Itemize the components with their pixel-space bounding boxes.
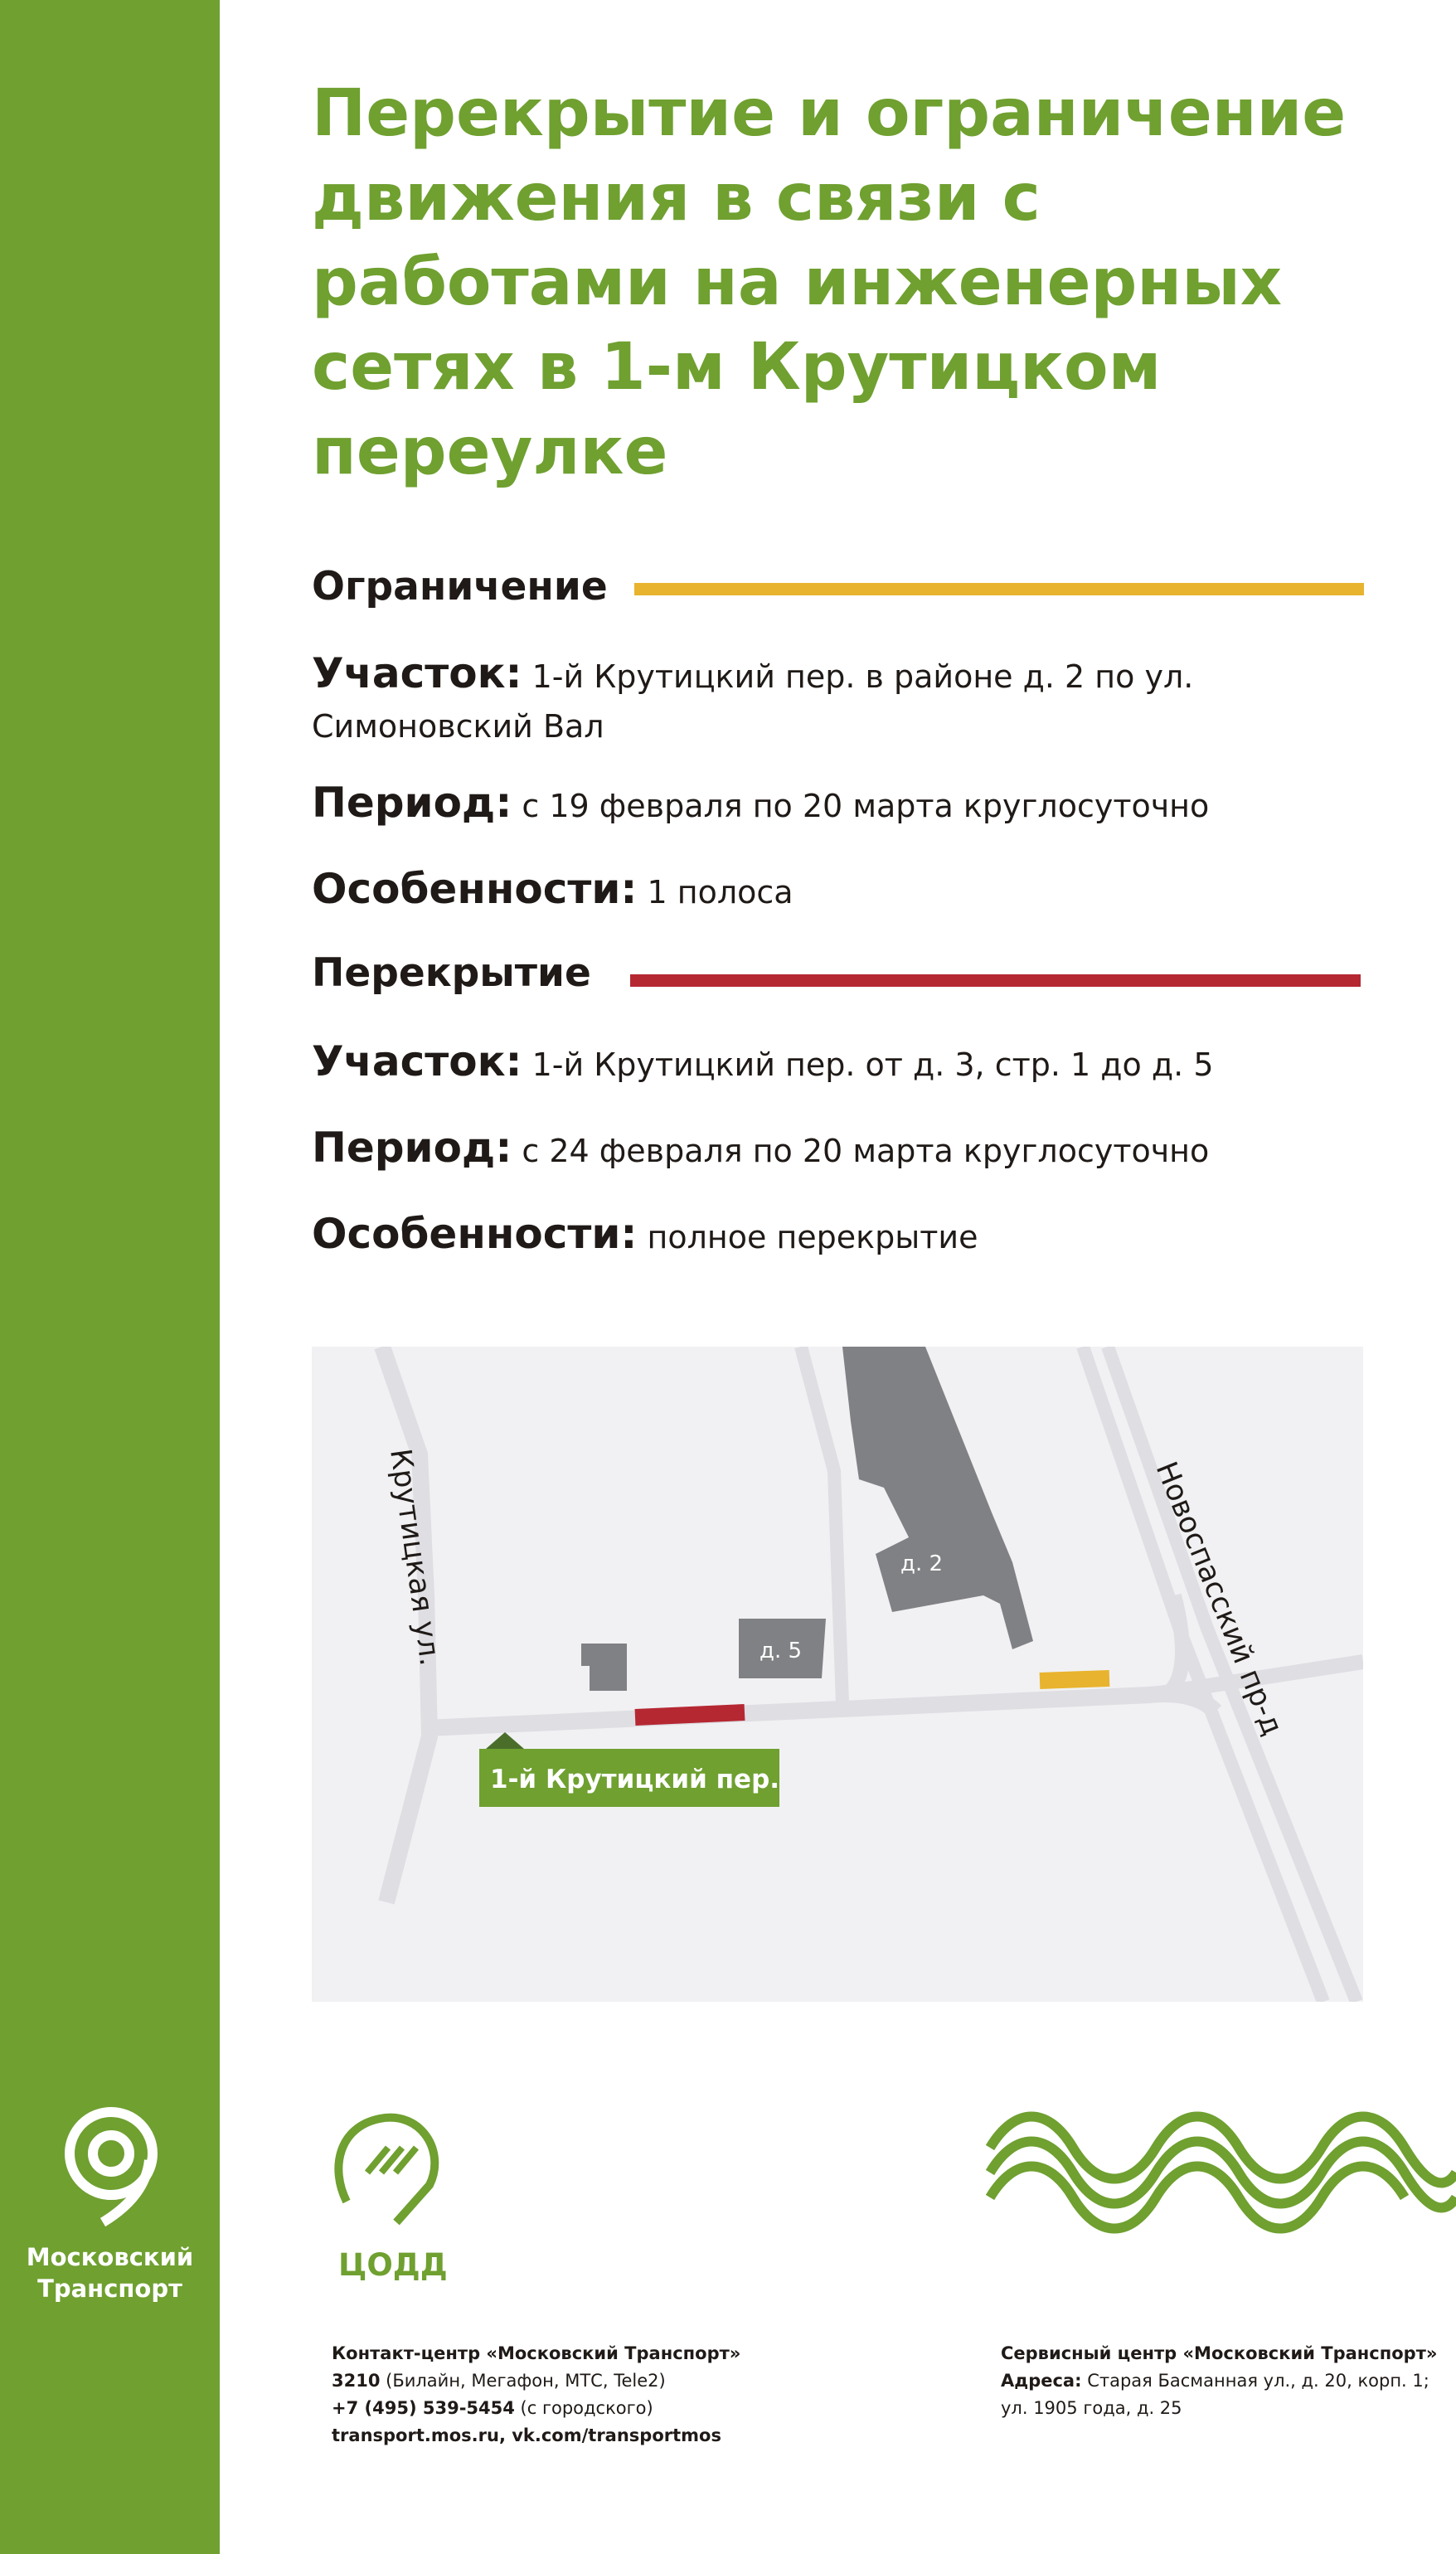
street-label-novospassky: Новоспасский пр-д [1148,1457,1289,1741]
closure-section-value: 1-й Крутицкий пер. от д. 3, стр. 1 до д. 5 [531,1046,1214,1083]
closure-features [312,1209,1357,1262]
closure-features-label: Особенности: [312,1210,638,1258]
restriction-features-value: 1 полоса [647,874,794,910]
closure-section-label: Участок: [312,1037,522,1085]
codd-logo-icon [330,2102,454,2226]
building-small [581,1644,627,1691]
restriction-period [312,778,1357,831]
codd-logo-text: ЦОДД [338,2247,448,2283]
restriction-segment [1040,1678,1109,1681]
contact-long-phone-row [332,2395,740,2422]
map [312,1347,1363,2002]
closure-section [312,1037,1357,1090]
restriction-features-label: Особенности: [312,865,638,913]
closure-heading: Перекрытие [312,950,591,996]
building-d2-label: д. 2 [900,1551,944,1576]
restriction-heading: Ограничение [312,564,608,609]
street-label-krutitskaya: Крутицкая ул. [383,1446,447,1668]
long-phone-note: (с городского) [520,2398,653,2418]
closure-period-label: Период: [312,1124,512,1172]
short-phone-note: (Билайн, Мегафон, МТС, Tele2) [386,2371,666,2391]
contact-title: Контакт-центр «Московский Транспорт» [332,2343,741,2363]
moscow-transport-logo-text [0,2241,220,2304]
contact-short-phone-row [332,2367,740,2395]
closure-segment [635,1712,745,1717]
service-address-row [1001,2367,1437,2395]
logo-text-line2: Транспорт [37,2275,182,2303]
restriction-section-label: Участок: [312,649,522,697]
address-line2: ул. 1905 года, д. 25 [1001,2398,1182,2418]
closure-line [630,974,1361,987]
lane-label-pointer [486,1732,524,1749]
restriction-line [634,583,1364,595]
buildings [581,1347,1033,1691]
restriction-section-value: 1-й Крутицкий пер. в районе д. 2 по ул. Симоновский Вал [312,658,1194,745]
logo-text-line1: Московский [26,2243,194,2271]
service-center-block [1001,2340,1437,2422]
lane-label: 1-й Крутицкий пер. [490,1765,780,1794]
closure-period [312,1123,1357,1176]
restriction-period-label: Период: [312,779,512,827]
long-phone: +7 (495) 539-5454 [332,2398,515,2418]
moscow-transport-logo-icon [51,2102,176,2226]
page-title: Перекрытие и ограничение движения в связи с работами на инженерных сетях в 1-м Крутицком переулке [312,76,1347,489]
road-1-krutitsky [426,1694,1216,1728]
building-d5-label: д. 5 [760,1639,803,1663]
address-line1: Старая Басманная ул., д. 20, корп. 1; [1087,2371,1429,2391]
closure-period-value: с 24 февраля по 20 марта круглосуточно [522,1133,1210,1169]
restriction-section [312,648,1357,751]
wave-ornament-icon [982,2098,1456,2239]
building-d2 [842,1347,1033,1649]
restriction-period-value: с 19 февраля по 20 марта круглосуточно [522,788,1210,824]
service-title: Сервисный центр «Московский Транспорт» [1001,2343,1438,2363]
short-phone: 3210 [332,2371,381,2391]
restriction-features [312,864,1357,917]
contact-center-block [332,2340,740,2450]
address-label: Адреса: [1001,2371,1082,2391]
contact-sites: transport.mos.ru, vk.com/transportmos [332,2425,721,2445]
closure-features-value: полное перекрытие [647,1219,978,1255]
map-svg [312,1347,1363,2002]
